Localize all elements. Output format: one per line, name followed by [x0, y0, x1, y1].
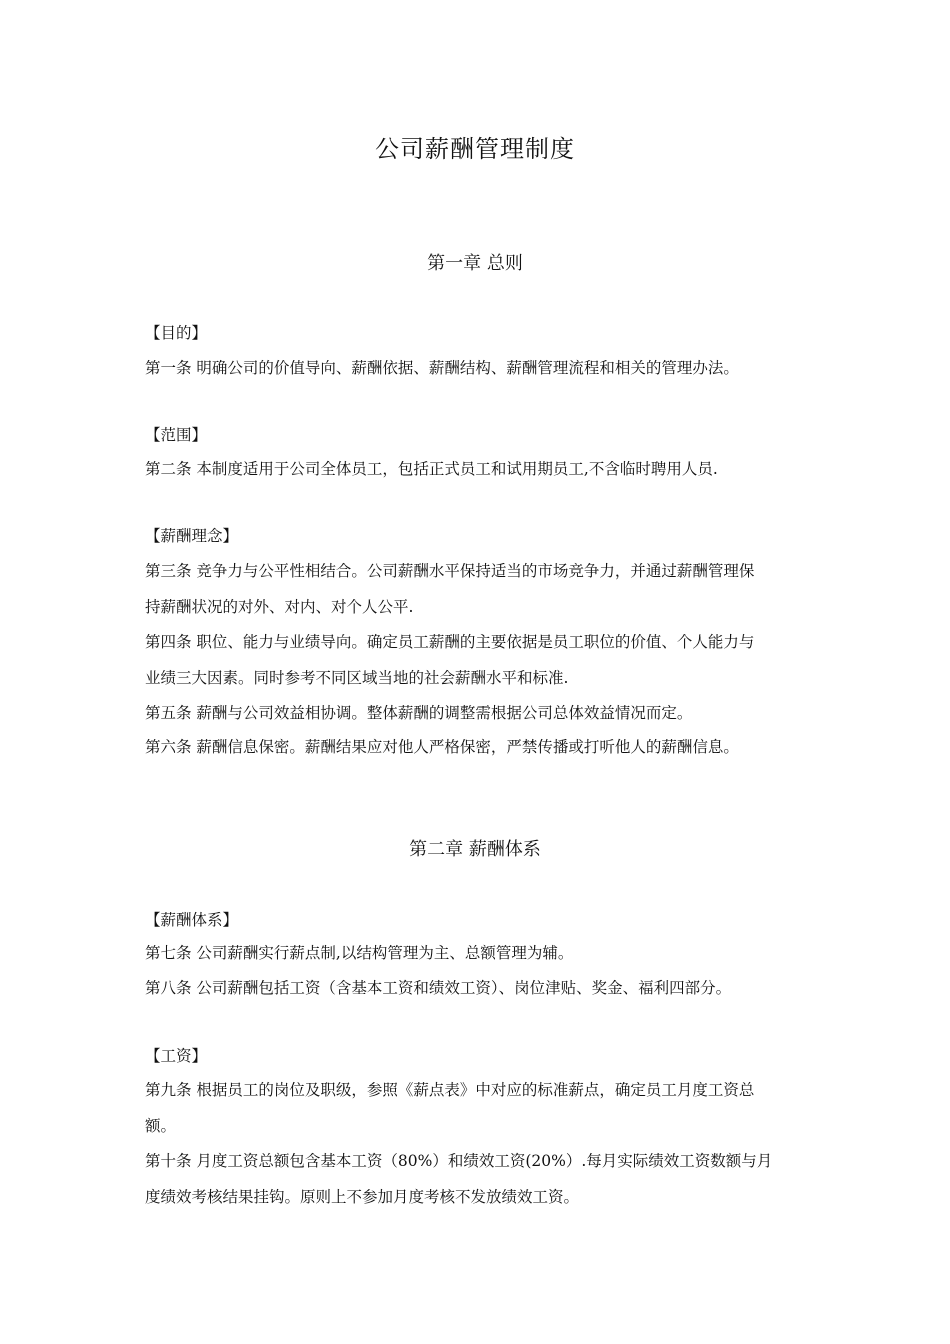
article-line: 第四条 职位、能力与业绩导向。确定员工薪酬的主要依据是员工职位的价值、个人能力与	[145, 633, 755, 651]
document-title: 公司薪酬管理制度	[375, 135, 575, 163]
chapter-heading: 第二章 薪酬体系	[409, 839, 541, 860]
article-line: 第八条 公司薪酬包括工资（含基本工资和绩效工资）、岗位津贴、奖金、福利四部分。	[145, 979, 732, 997]
article-line: 度绩效考核结果挂钩。原则上不参加月度考核不发放绩效工资。	[145, 1188, 580, 1206]
article-line: 第二条 本制度适用于公司全体员工，包括正式员工和试用期员工,不含临时聘用人员.	[145, 460, 718, 478]
article-line: 第七条 公司薪酬实行薪点制,以结构管理为主、总额管理为辅。	[145, 944, 574, 962]
article-line: 第九条 根据员工的岗位及职级，参照《薪点表》中对应的标准薪点，确定员工月度工资总	[145, 1081, 755, 1099]
article-line: 第三条 竞争力与公平性相结合。公司薪酬水平保持适当的市场竞争力，并通过薪酬管理保	[145, 562, 755, 580]
article-line: 额。	[145, 1117, 177, 1135]
article-line: 持薪酬状况的对外、对内、对个人公平.	[145, 598, 414, 616]
article-line: 第五条 薪酬与公司效益相协调。整体薪酬的调整需根据公司总体效益情况而定。	[145, 704, 693, 722]
article-line: 第十条 月度工资总额包含基本工资（80%）和绩效工资(20%）.每月实际绩效工资数额与月	[145, 1152, 773, 1170]
section-label: 【薪酬理念】	[145, 527, 239, 545]
article-line: 第六条 薪酬信息保密。薪酬结果应对他人严格保密，严禁传播或打听他人的薪酬信息。	[145, 738, 739, 756]
chapter-heading: 第一章 总则	[427, 253, 523, 274]
article-line: 第一条 明确公司的价值导向、薪酬依据、薪酬结构、薪酬管理流程和相关的管理办法。	[145, 359, 739, 377]
section-label: 【范围】	[145, 426, 208, 444]
section-label: 【工资】	[145, 1047, 208, 1065]
section-label: 【薪酬体系】	[145, 911, 239, 929]
article-line: 业绩三大因素。同时参考不同区域当地的社会薪酬水平和标准.	[145, 669, 569, 687]
section-label: 【目的】	[145, 324, 208, 342]
